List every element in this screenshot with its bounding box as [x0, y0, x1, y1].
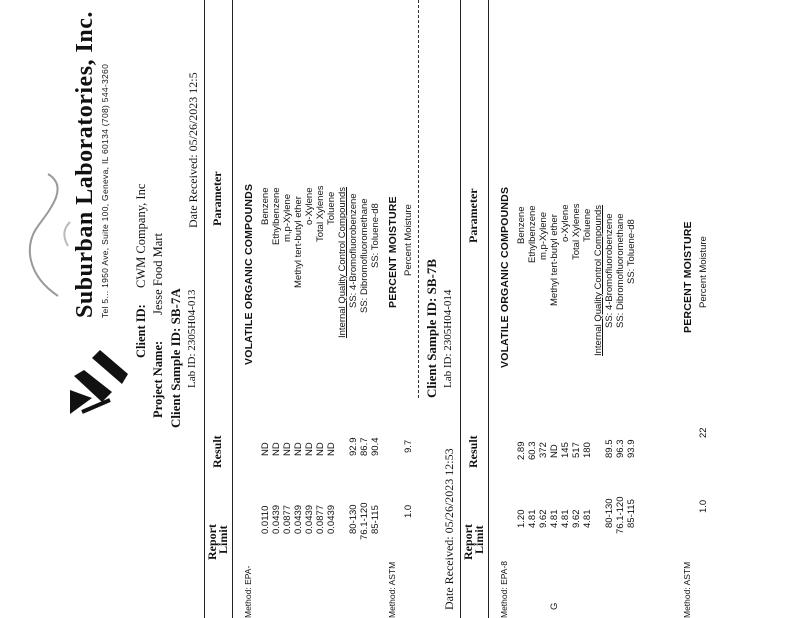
section-title: VOLATILE ORGANIC COMPOUNDS [243, 183, 255, 365]
table-row-result: ND [293, 442, 304, 456]
margin-mark: G [549, 602, 560, 610]
table-row-name: Total Xylenes [315, 185, 326, 242]
table-row-limit: 0.0877 [282, 504, 293, 534]
section-title: PERCENT MOISTURE [387, 196, 399, 308]
col-report: Report [205, 524, 219, 560]
table-row-name: Toluene [326, 191, 337, 225]
table-row-limit: 9.62 [538, 509, 549, 528]
method-label: Method: EPA-8 [499, 560, 509, 618]
table-row-result: 2.89 [516, 441, 527, 460]
table-row-result: ND [260, 442, 271, 456]
col-report: Report [461, 524, 475, 560]
table-row-result: 90.4 [370, 437, 381, 456]
scribble-mark-icon [18, 166, 78, 306]
col-parameter: Parameter [210, 171, 224, 226]
company-logo-icon [62, 342, 134, 420]
table-row-name: SS: Dibromofluoromethane [359, 198, 370, 313]
table-row-name: Ethylbenzene [271, 187, 282, 245]
table-row-result: ND [282, 442, 293, 456]
project-label: Project Name: [151, 340, 165, 418]
project-value: Jesse Food Mart [151, 233, 165, 315]
table-row-limit: 1.0 [698, 499, 709, 513]
table-row-limit: 85-115 [370, 505, 381, 534]
table-row-result: ND [304, 442, 315, 456]
table-row-result: 372 [538, 442, 549, 458]
table-row-name: m,p-Xylene [538, 211, 549, 260]
col-parameter: Parameter [466, 188, 480, 243]
table-row-limit: 0.0439 [326, 504, 337, 534]
table-row-name: SS: 4-Bromofluorobenzene [604, 213, 615, 328]
qc-title: Internal Quality Control Compounds [593, 204, 604, 356]
table-row-result: ND [315, 442, 326, 456]
col-limit: Limit [216, 525, 230, 554]
table-row-limit: 0.0439 [271, 504, 282, 534]
table-row-name: o-Xylene [560, 204, 571, 242]
table-row-name: o-Xylene [304, 187, 315, 225]
table-row-name: Methyl tert-butyl ether [549, 214, 560, 306]
table-row-name: SS: Toluene-d8 [370, 203, 381, 268]
table-row-limit: 0.0110 [260, 505, 271, 534]
table-row-name: SS: Toluene-d8 [626, 219, 637, 284]
table-row-result: 517 [571, 442, 582, 458]
table-row-result: 86.7 [359, 437, 370, 456]
table-row-name: Benzene [260, 187, 271, 225]
table-row-limit: 4.81 [527, 509, 538, 528]
table-row-name: Methyl tert-butyl ether [293, 196, 304, 288]
table-row-limit: 76.1-120 [359, 502, 370, 540]
col-limit: Limit [472, 525, 486, 554]
separator [418, 0, 419, 398]
qc-title: Internal Quality Control Compounds [337, 186, 348, 338]
method-label: Method: ASTM [682, 561, 692, 618]
table-row-limit: 9.62 [571, 509, 582, 528]
table-row-result: 89.5 [604, 439, 615, 458]
table-row-limit: 80-130 [604, 498, 615, 528]
rule [488, 0, 489, 618]
table-row-result: 22 [698, 427, 709, 438]
method-label: Method: ASTM [387, 561, 397, 618]
table-row-name: Benzene [516, 206, 527, 244]
table-row-result: ND [326, 442, 337, 456]
sample-7b-date-received: Date Received: 05/26/2023 12:53 [442, 448, 456, 610]
client-id-label: Client ID: [134, 304, 148, 358]
col-result: Result [210, 435, 224, 468]
table-row-result: ND [549, 444, 560, 458]
table-row-limit: 80-130 [348, 504, 359, 534]
table-row-limit: 0.0877 [315, 504, 326, 534]
table-row-name: Percent Moisture [403, 204, 414, 276]
table-row-result: 92.9 [348, 437, 359, 456]
sample-7b-id: Client Sample ID: SB-7B [424, 258, 439, 398]
section-title: VOLATILE ORGANIC COMPOUNDS [499, 186, 511, 368]
table-row-limit: 0.0439 [293, 504, 304, 534]
table-row-limit: 85-115 [626, 499, 637, 528]
table-row-result: ND [271, 442, 282, 456]
table-row-result: 60.3 [527, 441, 538, 460]
table-row-result: 9.7 [403, 439, 414, 453]
table-row-limit: 4.81 [560, 509, 571, 528]
table-row-name: Percent Moisture [698, 236, 709, 308]
table-row-result: 180 [582, 442, 593, 458]
table-row-limit: 1.20 [516, 509, 527, 528]
table-row-limit: 1.0 [403, 504, 414, 518]
lab-address: Tel 5... 1950 Ave, Suite 100, Geneva, IL 60134 (708) 544-3260 [100, 63, 110, 318]
table-row-name: Toluene [582, 208, 593, 242]
rule [232, 0, 233, 618]
client-id-value: CWM Company, Inc [134, 183, 148, 288]
sample-7a-lab-id: Lab ID: 2305H04-013 [186, 289, 198, 388]
table-row-result: 145 [560, 442, 571, 458]
table-row-name: Total Xylenes [571, 203, 582, 260]
method-label: Method: EPA- [243, 565, 253, 618]
lab-name: Suburban Laboratories, Inc. [72, 11, 98, 318]
table-row-name: m,p-Xylene [282, 193, 293, 242]
section-title: PERCENT MOISTURE [682, 221, 694, 333]
table-row-name: SS: 4-Bromofluorobenzene [348, 193, 359, 308]
table-row-limit: 4.81 [582, 509, 593, 528]
sample-7b-lab-id: Lab ID: 2305H04-014 [442, 289, 454, 388]
sample-7a-id: Client Sample ID: SB-7A [168, 288, 183, 428]
table-row-limit: 4.81 [549, 509, 560, 528]
table-row-result: 93.9 [626, 439, 637, 458]
table-row-limit: 76.1-120 [615, 496, 626, 534]
table-row-name: SS: Dibromofluoromethane [615, 213, 626, 328]
col-result: Result [466, 435, 480, 468]
table-row-result: 96.3 [615, 439, 626, 458]
sample-7a-date-received: Date Received: 05/26/2023 12:5 [186, 72, 200, 228]
table-row-limit: 0.0439 [304, 504, 315, 534]
table-row-name: Ethylbenzene [527, 205, 538, 263]
